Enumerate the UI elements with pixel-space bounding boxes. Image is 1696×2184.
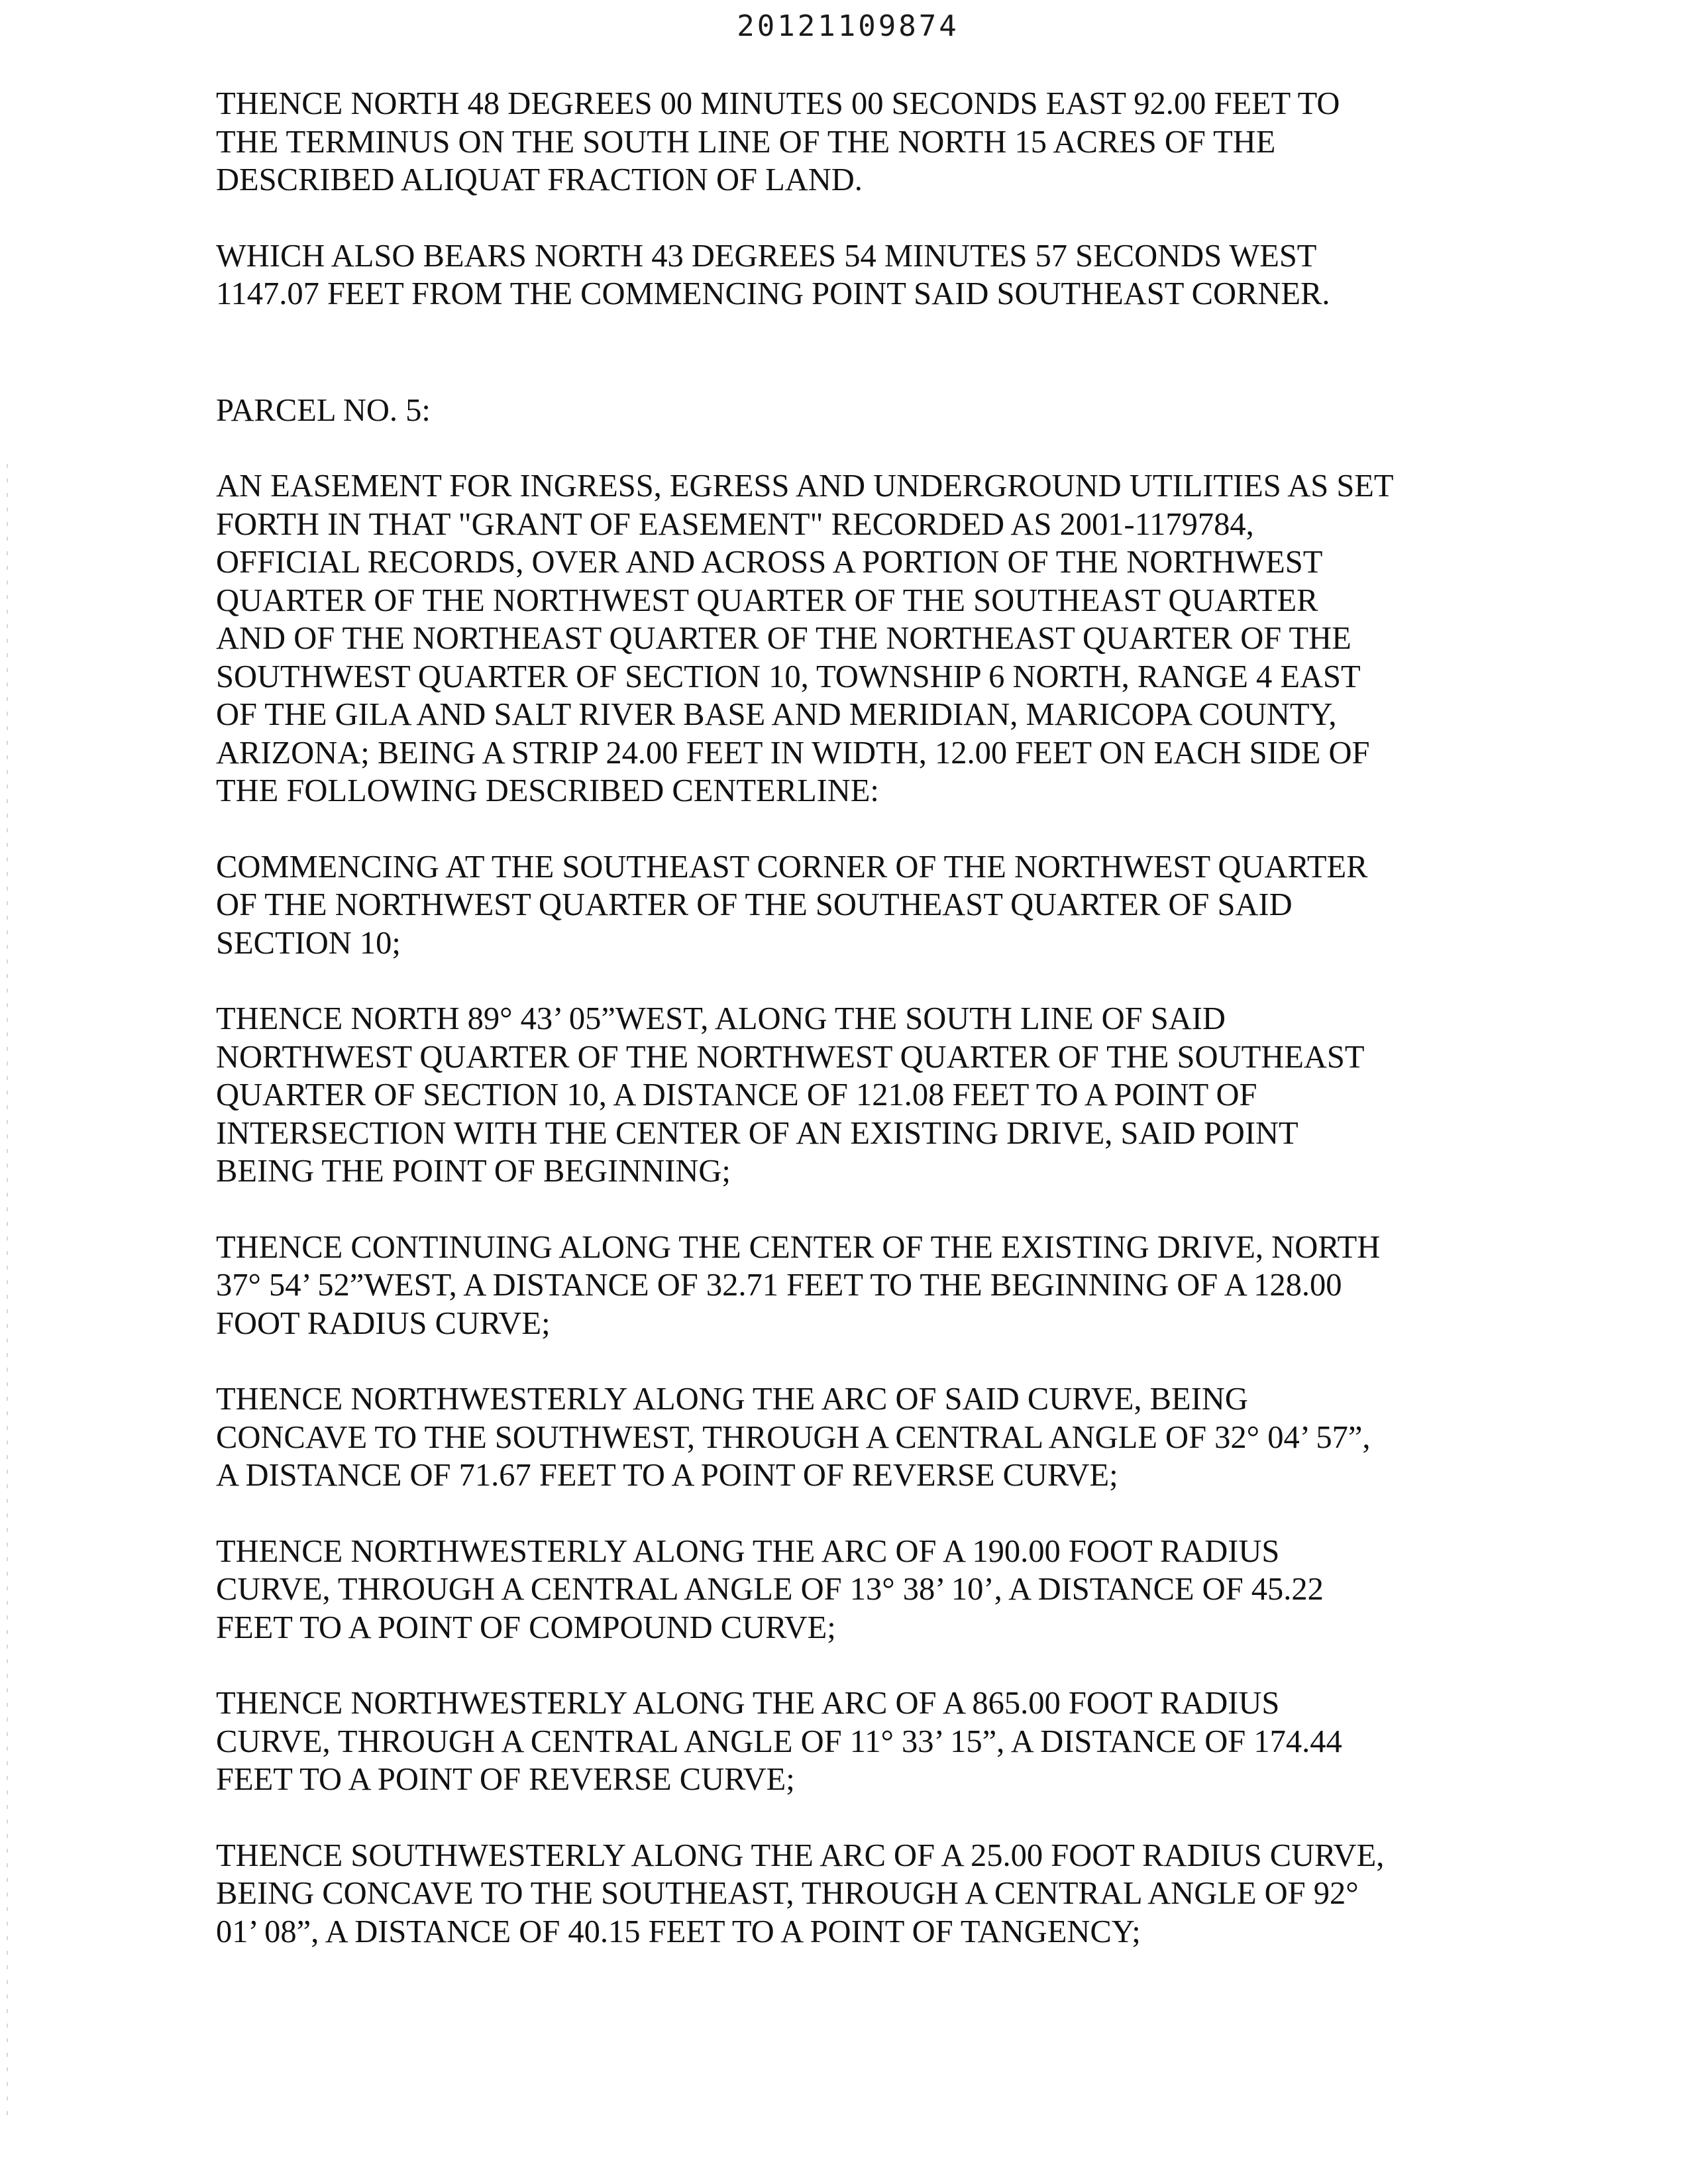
text-line: 01’ 08”, A DISTANCE OF 40.15 FEET TO A POINT OF TANGENCY; [216, 1914, 1141, 1949]
text-line: FEET TO A POINT OF COMPOUND CURVE; [216, 1610, 836, 1645]
text-line: SECTION 10; [216, 925, 401, 961]
text-line: THE TERMINUS ON THE SOUTH LINE OF THE NORTH 15 ACRES OF THE [216, 124, 1276, 160]
text-line: QUARTER OF THE NORTHWEST QUARTER OF THE SOUTHEAST QUARTER [216, 582, 1318, 618]
paragraph-arc-190-foot [216, 1533, 1534, 1647]
text-line: AN EASEMENT FOR INGRESS, EGRESS AND UNDERGROUND UTILITIES AS SET [216, 468, 1394, 504]
paragraph-spacer [216, 1647, 1534, 1684]
text-line: THENCE NORTHWESTERLY ALONG THE ARC OF SAID CURVE, BEING [216, 1382, 1248, 1417]
text-line: CURVE, THROUGH A CENTRAL ANGLE OF 13° 38’ 10’, A DISTANCE OF 45.22 [216, 1572, 1324, 1607]
text-line: OF THE NORTHWEST QUARTER OF THE SOUTHEAST QUARTER OF SAID [216, 887, 1293, 922]
text-line: FOOT RADIUS CURVE; [216, 1305, 551, 1341]
text-line: CONCAVE TO THE SOUTHWEST, THROUGH A CENTRAL ANGLE OF 32° 04’ 57”, [216, 1419, 1371, 1455]
paragraph-spacer [216, 810, 1534, 848]
text-line: BEING THE POINT OF BEGINNING; [216, 1154, 731, 1189]
text-line: WHICH ALSO BEARS NORTH 43 DEGREES 54 MINUTES 57 SECONDS WEST [216, 238, 1317, 274]
text-line: FORTH IN THAT "GRANT OF EASEMENT" RECORDED AS 2001-1179784, [216, 506, 1254, 542]
text-line: COMMENCING AT THE SOUTHEAST CORNER OF THE NORTHWEST QUARTER [216, 849, 1368, 885]
text-line: THENCE CONTINUING ALONG THE CENTER OF THE EXISTING DRIVE, NORTH [216, 1229, 1381, 1265]
document-number: 20121109874 [737, 9, 959, 43]
text-line: INTERSECTION WITH THE CENTER OF AN EXISTING DRIVE, SAID POINT [216, 1115, 1298, 1151]
parcel-heading [216, 392, 1534, 430]
text-line: THENCE NORTH 48 DEGREES 00 MINUTES 00 SECONDS EAST 92.00 FEET TO [216, 86, 1340, 121]
paragraph-which-also-bears [216, 237, 1534, 313]
text-line: THE FOLLOWING DESCRIBED CENTERLINE: [216, 773, 879, 808]
text-line: SOUTHWEST QUARTER OF SECTION 10, TOWNSHIP 6 NORTH, RANGE 4 EAST [216, 659, 1361, 694]
paragraph-spacer [216, 1799, 1534, 1837]
text-line: THENCE NORTH 89° 43’ 05”WEST, ALONG THE SOUTH LINE OF SAID [216, 1001, 1226, 1036]
paragraph-thence-north-89 [216, 1000, 1534, 1191]
legal-description-body [216, 85, 1534, 1951]
paragraph-thence-north-48 [216, 85, 1534, 199]
text-line: ARIZONA; BEING A STRIP 24.00 FEET IN WIDTH, 12.00 FEET ON EACH SIDE OF [216, 735, 1370, 771]
text-line: PARCEL NO. 5: [216, 392, 431, 428]
text-line: A DISTANCE OF 71.67 FEET TO A POINT OF REVERSE CURVE; [216, 1458, 1118, 1493]
text-line: NORTHWEST QUARTER OF THE NORTHWEST QUARTER OF THE SOUTHEAST [216, 1039, 1365, 1075]
paragraph-spacer [216, 962, 1534, 1000]
paragraph-spacer [216, 313, 1534, 392]
text-line: DESCRIBED ALIQUAT FRACTION OF LAND. [216, 162, 863, 197]
text-line: 1147.07 FEET FROM THE COMMENCING POINT SAID SOUTHEAST CORNER. [216, 276, 1330, 311]
text-line: 37° 54’ 52”WEST, A DISTANCE OF 32.71 FEET TO THE BEGINNING OF A 128.00 [216, 1268, 1342, 1303]
paragraph-arc-25-foot [216, 1837, 1534, 1951]
paragraph-arc-865-foot [216, 1684, 1534, 1799]
text-line: BEING CONCAVE TO THE SOUTHEAST, THROUGH A CENTRAL ANGLE OF 92° [216, 1876, 1359, 1911]
text-line: QUARTER OF SECTION 10, A DISTANCE OF 121.08 FEET TO A POINT OF [216, 1077, 1257, 1113]
text-line: THENCE SOUTHWESTERLY ALONG THE ARC OF A 25.00 FOOT RADIUS CURVE, [216, 1837, 1385, 1873]
paragraph-spacer [216, 199, 1534, 237]
text-line: THENCE NORTHWESTERLY ALONG THE ARC OF A 190.00 FOOT RADIUS [216, 1533, 1280, 1569]
paragraph-thence-continuing [216, 1228, 1534, 1343]
text-line: CURVE, THROUGH A CENTRAL ANGLE OF 11° 33’ 15”, A DISTANCE OF 174.44 [216, 1723, 1342, 1759]
text-line: THENCE NORTHWESTERLY ALONG THE ARC OF A 865.00 FOOT RADIUS [216, 1686, 1280, 1721]
paragraph-commencing [216, 848, 1534, 963]
text-line: FEET TO A POINT OF REVERSE CURVE; [216, 1762, 795, 1797]
paragraph-easement [216, 467, 1534, 810]
text-line: OFFICIAL RECORDS, OVER AND ACROSS A PORTION OF THE NORTHWEST [216, 545, 1323, 580]
paragraph-arc-said-curve [216, 1380, 1534, 1495]
paragraph-spacer [216, 1342, 1534, 1380]
paragraph-spacer [216, 1495, 1534, 1533]
scan-edge-artifact [7, 464, 8, 2120]
text-line: OF THE GILA AND SALT RIVER BASE AND MERIDIAN, MARICOPA COUNTY, [216, 697, 1337, 732]
paragraph-spacer [216, 1191, 1534, 1228]
paragraph-spacer [216, 429, 1534, 467]
text-line: AND OF THE NORTHEAST QUARTER OF THE NORTHEAST QUARTER OF THE [216, 621, 1352, 656]
